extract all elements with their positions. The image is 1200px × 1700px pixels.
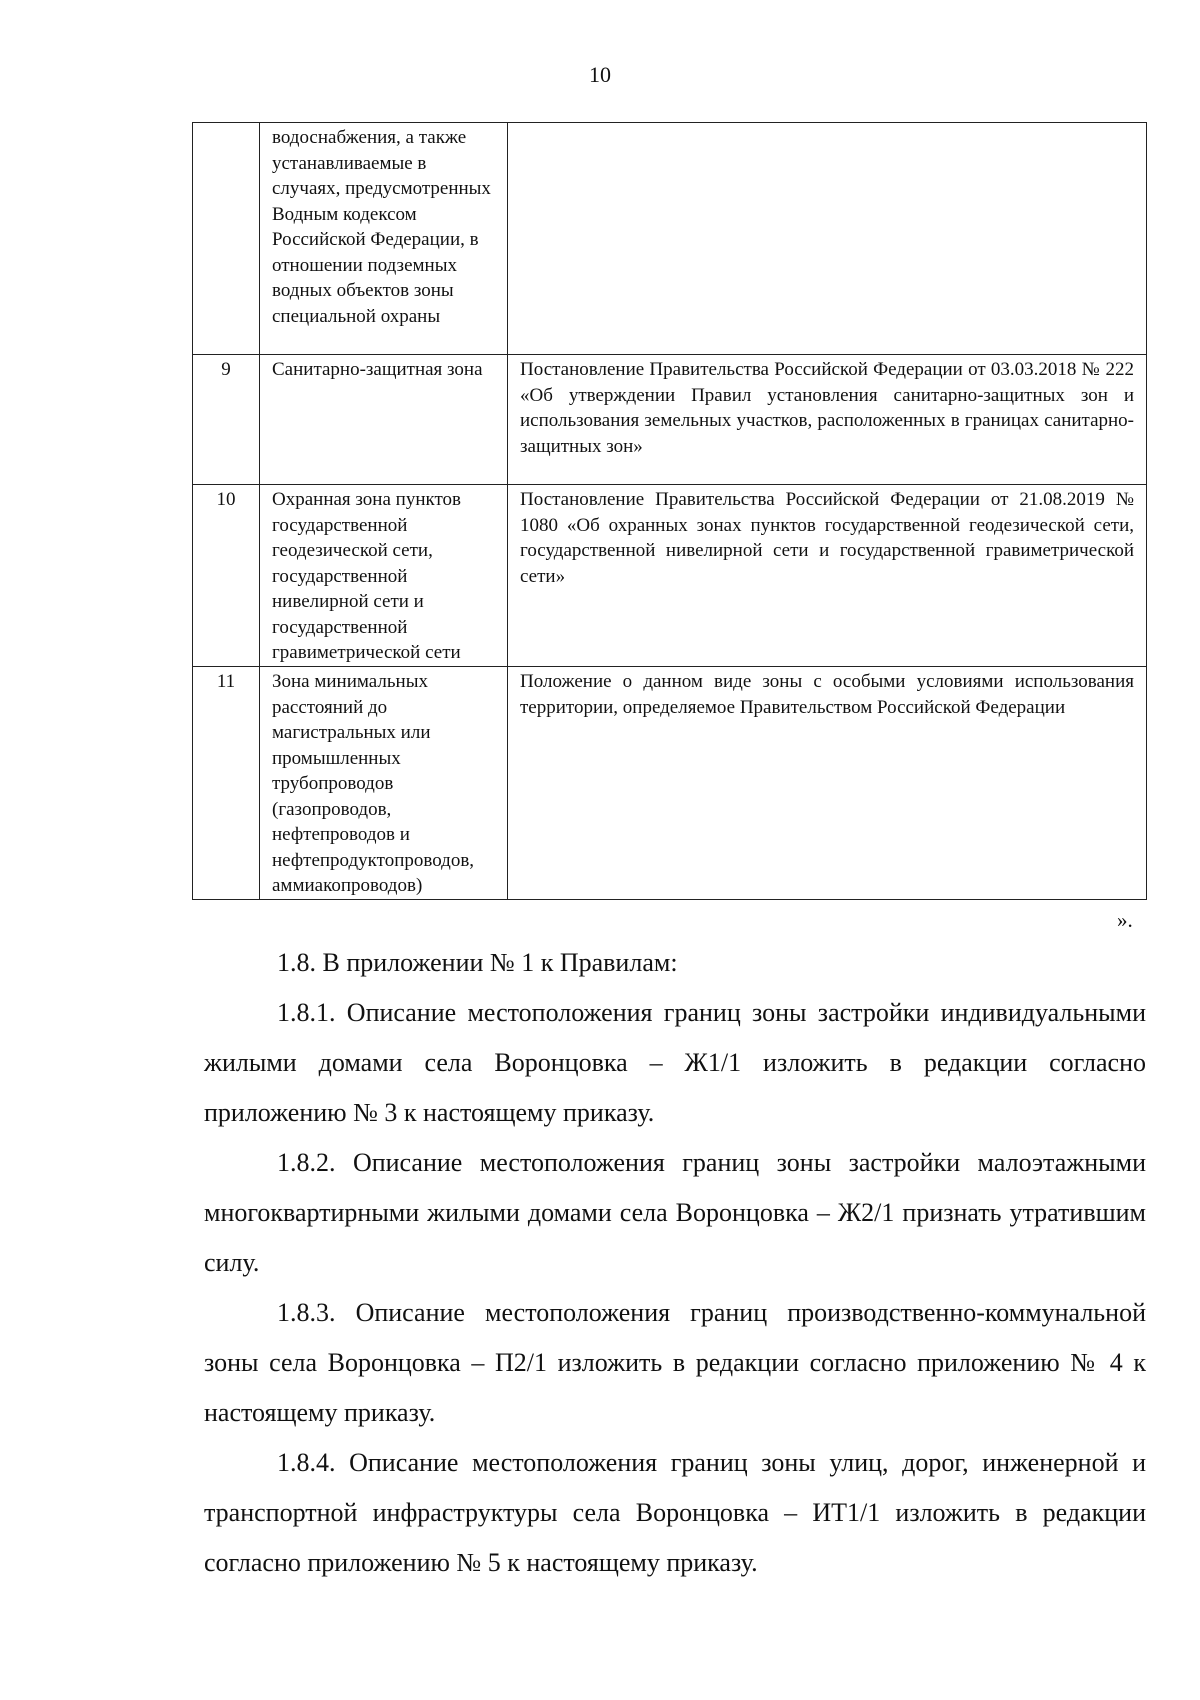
row-number (193, 123, 260, 355)
body-text (204, 938, 1146, 1588)
paragraph-1-8-4: 1.8.4. Описание местоположения границ зоны улиц, дорог, инженерной и транспортной инфраструктуры села Воронцовка – ИТ1/1 изложить в редакции согласно приложению № 5 к настоящему приказу. (204, 1448, 1146, 1577)
legal-basis: Постановление Правительства Российской Федерации от 03.03.2018 № 222 «Об утверждении Правил установления санитарно-защитных зон и использования земельных участков, расположенных в границах санитарно-защитных зон» (508, 355, 1147, 485)
zones-table (192, 122, 1147, 900)
legal-basis (508, 123, 1147, 355)
legal-basis: Положение о данном виде зоны с особыми условиями использования территории, определяемое Правительством Российской Федерации (508, 667, 1147, 900)
table-row (193, 355, 1147, 485)
table-row (193, 123, 1147, 355)
row-number: 11 (193, 667, 260, 900)
paragraph-1-8-2: 1.8.2. Описание местоположения границ зоны застройки малоэтажными многоквартирными жилыми домами села Воронцовка – Ж2/1 признать утратившим силу. (204, 1148, 1146, 1277)
table-row (193, 667, 1147, 900)
paragraph-1-8-3: 1.8.3. Описание местоположения границ производственно-коммунальной зоны села Воронцовка – П2/1 изложить в редакции согласно приложению № 4 к настоящему приказу. (204, 1298, 1146, 1427)
legal-basis: Постановление Правительства Российской Федерации от 21.08.2019 № 1080 «Об охранных зонах пунктов государственной геодезической сети, государственной нивелирной сети и государственной гравиметрической сети» (508, 485, 1147, 667)
page-number: 10 (589, 62, 611, 87)
row-number: 9 (193, 355, 260, 485)
table-row (193, 485, 1147, 667)
zone-name: водоснабжения, а также устанавливаемые в случаях, предусмотренных Водным кодексом Российской Федерации, в отношении подземных водных объектов зоны специальной охраны (260, 123, 508, 355)
zone-name: Зона минимальных расстояний до магистральных или промышленных трубопроводов (газопроводов, нефтепроводов и нефтепродуктопроводов, аммиакопроводов) (260, 667, 508, 900)
zone-name: Санитарно-защитная зона (260, 355, 508, 485)
row-number: 10 (193, 485, 260, 667)
zone-name: Охранная зона пунктов государственной геодезической сети, государственной нивелирной сети и государственной гравиметрической сети (260, 485, 508, 667)
paragraph-1-8: 1.8. В приложении № 1 к Правилам: (277, 948, 678, 977)
paragraph-1-8-1: 1.8.1. Описание местоположения границ зоны застройки индивидуальными жилыми домами села Воронцовка – Ж1/1 изложить в редакции согласно приложению № 3 к настоящему приказу. (204, 998, 1146, 1127)
closing-quote: ». (1117, 908, 1133, 932)
